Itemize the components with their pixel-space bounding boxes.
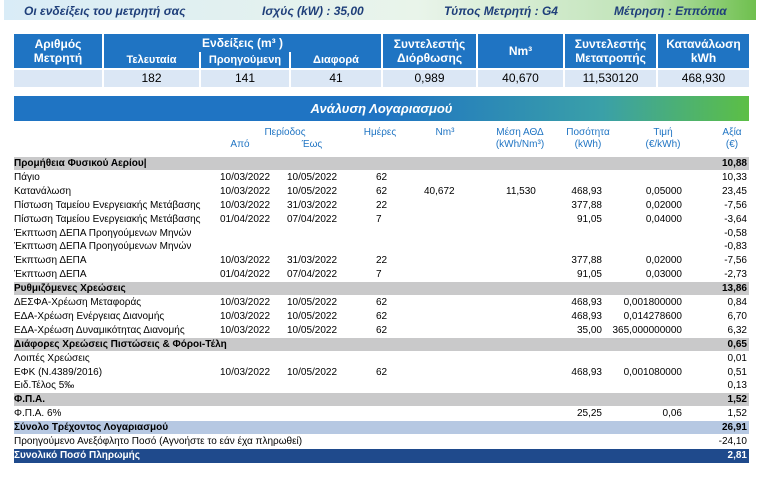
row-value: 6,70	[727, 310, 747, 322]
table-row	[14, 379, 749, 392]
row-value: 0,01	[727, 352, 747, 364]
table-row	[14, 199, 749, 212]
table-row	[14, 366, 749, 379]
row-to: 10/05/2022	[287, 324, 338, 336]
row-quantity: 377,88	[571, 255, 602, 267]
row-value: 6,32	[727, 324, 747, 336]
meter-type-label: Τύπος Μετρητή : G4	[444, 4, 558, 18]
row-label: Φ.Π.Α.	[14, 394, 45, 406]
row-quantity: 468,93	[571, 185, 602, 197]
table-row	[14, 296, 749, 309]
table-row	[14, 227, 749, 240]
col-value: Αξία	[722, 127, 742, 138]
measurement-label: Μέτρηση : Εππόπια	[614, 4, 727, 18]
header-indications: Ενδείξεις (m³ )	[104, 34, 381, 52]
row-label: Έκπτωση ΔΕΠΑ	[14, 269, 87, 281]
row-label: ΕΔΑ-Χρέωση Δυναμικότητας Διανομής	[14, 324, 185, 336]
row-from: 10/03/2022	[220, 255, 271, 267]
value-consumption: 468,930	[658, 70, 749, 87]
row-value: 23,45	[721, 185, 747, 197]
row-label: Ρυθμιζόμενες Χρεώσεις	[14, 283, 126, 295]
row-price: 0,04000	[645, 213, 682, 225]
row-to: 10/05/2022	[287, 185, 338, 197]
row-label: Σύνολο Τρέχοντος Λογαριασμού	[14, 422, 169, 434]
row-from: 10/03/2022	[220, 185, 271, 197]
row-from: 10/03/2022	[220, 324, 271, 336]
row-value: 0,65	[727, 338, 747, 350]
row-days: 62	[376, 185, 388, 197]
row-price: 365,000000000	[612, 324, 682, 336]
row-quantity: 468,93	[571, 310, 602, 322]
header-nm3: Nm³	[478, 34, 563, 68]
row-label: Έκπτωση ΔΕΠΑ	[14, 255, 87, 267]
header-correction: Συντελεστής Διόρθωσης	[383, 34, 476, 68]
row-days: 62	[376, 310, 388, 322]
section-row	[14, 282, 749, 295]
row-price: 0,014278600	[623, 310, 682, 322]
row-quantity: 25,25	[576, 408, 602, 420]
row-label: Φ.Π.Α. 6%	[14, 408, 62, 420]
table-row	[14, 240, 749, 253]
table-row	[14, 310, 749, 323]
row-label: Διάφορες Χρεώσεις Πιστώσεις & Φόροι-Τέλη	[14, 338, 227, 350]
row-to: 10/05/2022	[287, 171, 338, 183]
row-days: 62	[376, 366, 388, 378]
row-value: -0,83	[724, 241, 747, 253]
row-label: Λοιπές Χρεώσεις	[14, 352, 90, 364]
row-price: 0,05000	[645, 185, 682, 197]
value-correction: 0,989	[383, 70, 476, 87]
table-row	[14, 254, 749, 267]
analysis-banner	[14, 96, 749, 121]
row-price: 0,06	[662, 408, 682, 420]
row-to: 31/03/2022	[287, 255, 338, 267]
col-avg-gcv: Μέση ΑΘΔ	[496, 127, 544, 138]
row-value: 26,91	[721, 422, 747, 434]
table-row	[14, 324, 749, 337]
row-days: 62	[376, 324, 388, 336]
row-days: 62	[376, 297, 388, 308]
table-row	[14, 407, 749, 420]
total-payment-row	[14, 449, 749, 463]
row-from: 10/03/2022	[220, 171, 271, 183]
row-label: Πίστωση Ταμείου Ενεργειακής Μετάβασης	[14, 199, 201, 211]
row-value: 0,84	[727, 297, 747, 308]
row-days: 22	[376, 255, 388, 267]
row-label: Έκπτωση ΔΕΠΑ Προηγούμενων Μηνών	[14, 227, 192, 239]
value-difference: 41	[291, 70, 381, 87]
header-consumption: Κατανάλωση kWh	[658, 34, 749, 68]
row-value: 1,52	[727, 394, 747, 406]
header-meter-number: Αριθμός Μετρητή	[14, 34, 102, 68]
row-days: 62	[376, 171, 388, 183]
row-label: ΕΔΑ-Χρέωση Ενέργειας Διανομής	[14, 310, 165, 322]
row-price: 0,03000	[645, 269, 682, 281]
row-quantity: 468,93	[571, 297, 602, 308]
row-price: 0,001080000	[623, 366, 682, 378]
row-value: 1,52	[727, 408, 747, 420]
row-value: -7,56	[724, 199, 747, 211]
row-label: ΔΕΣΦΑ-Χρέωση Μεταφοράς	[14, 297, 142, 308]
row-to: 31/03/2022	[287, 199, 338, 211]
col-value-unit: (€)	[725, 139, 739, 150]
row-quantity: 377,88	[571, 199, 602, 211]
section-row	[14, 338, 749, 351]
analysis-title: Ανάλυση Λογαριασμού	[310, 101, 453, 116]
row-avg-gcv: 11,530	[506, 185, 536, 197]
table-row	[14, 435, 749, 448]
row-days: 7	[376, 213, 382, 225]
value-nm3: 40,670	[478, 70, 563, 87]
row-quantity: 35,00	[576, 324, 602, 336]
header-previous: Προηγούμενη	[201, 52, 289, 68]
row-label: Συνολικό Ποσό Πληρωμής	[14, 449, 140, 461]
row-to: 07/04/2022	[287, 213, 338, 225]
row-label: Κατανάλωση	[14, 185, 72, 197]
row-label: Έκπτωση ΔΕΠΑ Προηγούμενων Μηνών	[14, 241, 192, 253]
col-quantity: Ποσότητα	[566, 127, 610, 138]
col-nm3: Nm³	[435, 127, 455, 138]
value-last: 182	[104, 70, 199, 87]
row-to: 10/05/2022	[287, 297, 338, 308]
row-days: 7	[376, 269, 382, 281]
row-from: 01/04/2022	[220, 213, 271, 225]
row-value: 13,86	[721, 283, 747, 295]
row-value: 10,88	[721, 158, 747, 169]
row-quantity: 91,05	[576, 269, 602, 281]
row-value: 2,81	[727, 449, 747, 461]
row-to: 07/04/2022	[287, 269, 338, 281]
value-previous: 141	[201, 70, 289, 87]
row-value: 0,13	[727, 380, 747, 392]
col-period: Περίοδος	[264, 127, 306, 138]
row-from: 01/04/2022	[220, 269, 271, 281]
row-days: 22	[376, 199, 388, 211]
section-row	[14, 157, 749, 170]
table-row	[14, 213, 749, 226]
subtotal-row	[14, 421, 749, 434]
row-nm3: 40,672	[424, 185, 455, 197]
table-row	[14, 171, 749, 184]
row-from: 10/03/2022	[220, 310, 271, 322]
row-quantity: 91,05	[576, 213, 602, 225]
meter-info-bar	[4, 0, 756, 20]
row-value: 0,51	[727, 366, 747, 378]
col-days: Ημέρες	[363, 127, 397, 138]
value-meter-number	[14, 70, 102, 87]
row-price: 0,02000	[645, 199, 682, 211]
row-value: -24,10	[718, 436, 747, 447]
row-from: 10/03/2022	[220, 199, 271, 211]
col-price: Τιμή	[653, 127, 673, 138]
value-conversion: 11,530120	[565, 70, 656, 87]
row-label: Ειδ.Τέλος 5‰	[14, 380, 75, 392]
row-value: -2,73	[724, 269, 747, 281]
row-from: 10/03/2022	[220, 366, 271, 378]
row-value: -7,56	[724, 255, 747, 267]
table-row	[14, 185, 749, 198]
row-price: 0,02000	[645, 255, 682, 267]
row-label: Προηγούμενο Ανεξόφλητο Ποσό (Αγνοήστε το εάν έχα πληρωθεί)	[14, 436, 303, 447]
row-price: 0,001800000	[623, 297, 682, 308]
row-value: -0,58	[724, 227, 747, 239]
header-difference: Διαφορά	[291, 52, 381, 68]
header-last: Τελευταία	[104, 52, 199, 68]
header-conversion: Συντελεστής Μετατροπής	[565, 34, 656, 68]
power-label: Ισχύς (kW) : 35,00	[262, 4, 364, 18]
table-row	[14, 352, 749, 365]
row-label: ΕΦΚ (Ν.4389/2016)	[14, 366, 103, 378]
section-row	[14, 393, 749, 406]
table-row	[14, 268, 749, 281]
col-quantity-unit: (kWh)	[574, 139, 602, 150]
col-avg-gcv-unit: (kWh/Nm³)	[495, 139, 545, 150]
row-label: Πάγιο	[14, 171, 40, 183]
row-from: 10/03/2022	[220, 297, 271, 308]
col-to: Έως	[301, 139, 323, 150]
row-quantity: 468,93	[571, 366, 602, 378]
row-value: -3,64	[724, 213, 747, 225]
row-to: 10/05/2022	[287, 310, 338, 322]
col-price-unit: (€/kWh)	[645, 139, 681, 150]
row-value: 10,33	[721, 171, 747, 183]
col-from: Από	[230, 139, 250, 150]
row-label: Πίστωση Ταμείου Ενεργειακής Μετάβασης	[14, 213, 201, 225]
meter-indications-label: Οι ενδείξεις του μετρητή σας	[24, 4, 186, 18]
row-to: 10/05/2022	[287, 366, 338, 378]
row-label: Προμήθεια Φυσικού Αερίου|	[14, 158, 147, 169]
